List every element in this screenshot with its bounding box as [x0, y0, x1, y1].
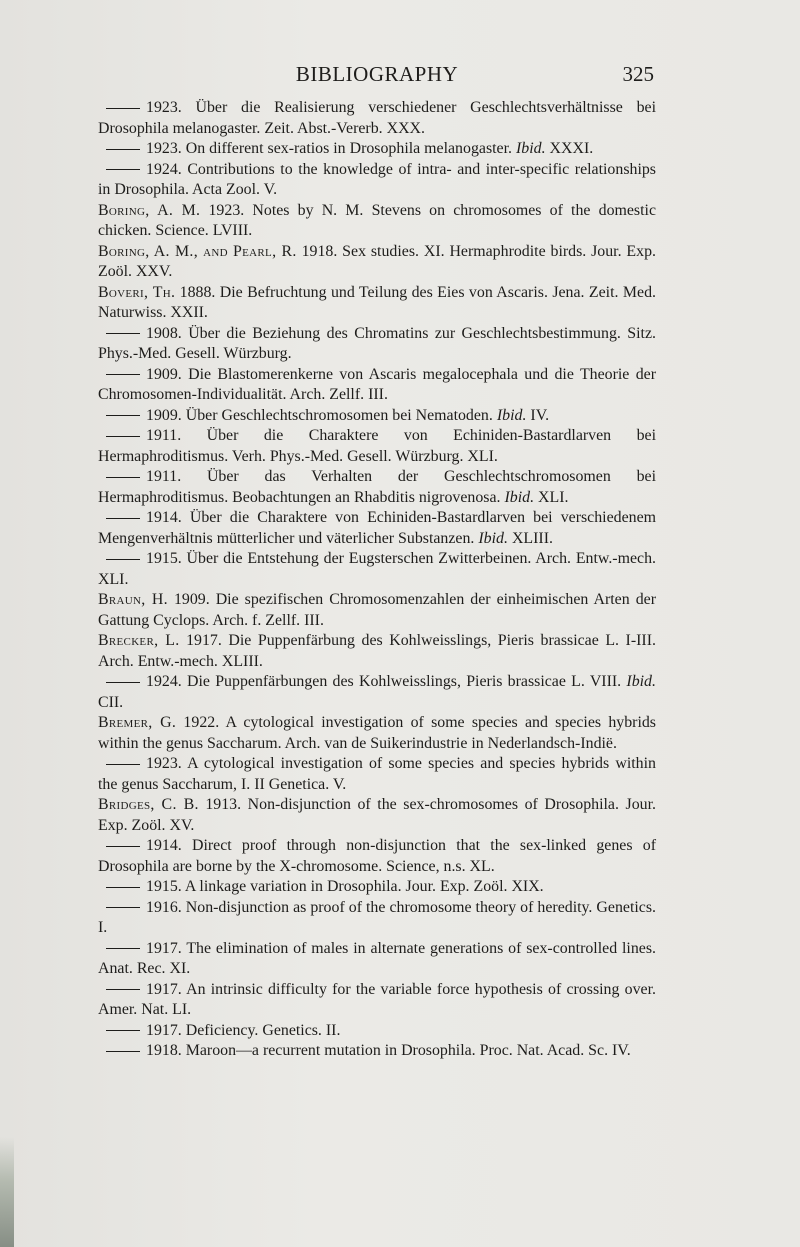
repeat-author-dash: [106, 108, 140, 109]
bibliography-entry: [98, 713, 656, 754]
repeat-author-dash: [106, 559, 140, 560]
entry-text: 1922. A cytological investigation of some species and species hybrids within the genus Saccharum. Arch. van de Suikerindustrie in Nederlandsch-Indië.: [98, 714, 656, 752]
entry-ibid: Ibid.: [504, 488, 535, 506]
bibliography-entry: [98, 590, 656, 631]
entry-text: 1911. Über das Verhalten der Geschlechtschromosomen bei Hermaphroditismus. Beobachtungen an Rhabditis nigrovenosa.: [98, 468, 656, 506]
bibliography-entry: [98, 672, 656, 713]
entry-text: 1916. Non-disjunction as proof of the chromosome theory of heredity. Genetics. I.: [98, 898, 656, 936]
entry-volume: CII.: [98, 693, 124, 711]
repeat-author-dash: [106, 477, 140, 478]
entry-text: 1915. Über die Entstehung der Eugsterschen Zwitterbeinen. Arch. Entw.-mech. XLI.: [98, 550, 656, 588]
entry-volume: XLIII.: [511, 529, 553, 547]
entry-text: 1888. Die Befruchtung und Teilung des Eies von Ascaris. Jena. Zeit. Med. Naturwiss. XXII.: [98, 283, 656, 321]
bibliography-entry: [98, 283, 656, 324]
entry-author: Brecker, L.: [98, 632, 180, 649]
bibliography-entry: [98, 365, 656, 406]
entry-text: 1923. A cytological investigation of some species and species hybrids within the genus Saccharum, I. II Genetica. V.: [98, 755, 656, 793]
bibliography-entry: [98, 201, 656, 242]
repeat-author-dash: [106, 518, 140, 519]
entry-text: 1923. Über die Realisierung verschiedener Geschlechtsverhältnisse bei Drosophila melanogaster. Zeit. Abst.-Vererb. XXX.: [98, 99, 656, 137]
entry-author: Bremer, G.: [98, 714, 177, 731]
entry-text: 1913. Non-disjunction of the sex-chromosomes of Drosophila. Jour. Exp. Zoöl. XV.: [98, 796, 656, 834]
entry-text: 1924. Contributions to the knowledge of intra- and inter-specific relationships in Drosophila. Acta Zool. V.: [98, 160, 656, 198]
running-title: BIBLIOGRAPHY: [295, 62, 459, 86]
entry-text: 1917. An intrinsic difficulty for the variable force hypothesis of crossing over. Amer. Nat. LI.: [98, 980, 656, 1018]
entry-author: Bridges, C. B.: [98, 796, 199, 813]
bibliography-entry: [98, 324, 656, 365]
entry-text: 1923. On different sex-ratios in Drosophila melanogaster.: [146, 140, 512, 157]
repeat-author-dash: [106, 374, 140, 375]
entry-text: 1917. Deficiency. Genetics. II.: [146, 1021, 341, 1039]
entry-ibid: Ibid.: [515, 140, 546, 157]
bibliography-entry: [98, 939, 656, 980]
bibliography-entry: [98, 160, 656, 201]
entry-text: 1909. Die spezifischen Chromosomenzahlen der einheimischen Arten der Gattung Cyclops. Arch. f. Zellf. III.: [98, 591, 656, 629]
entry-volume: XXXI.: [549, 140, 594, 157]
entry-ibid: Ibid.: [496, 406, 527, 424]
bibliography-entry: [98, 406, 656, 427]
entry-volume: XLI.: [538, 488, 569, 506]
bibliography-entry: [98, 898, 656, 939]
repeat-author-dash: [106, 682, 140, 683]
entry-text: 1909. Über Geschlechtschromosomen bei Nematoden.: [146, 406, 493, 424]
repeat-author-dash: [106, 436, 140, 437]
entry-text: 1918. Maroon—a recurrent mutation in Drosophila. Proc. Nat. Acad. Sc. IV.: [146, 1042, 631, 1059]
entry-ibid: Ibid.: [478, 529, 508, 547]
entry-text: 1917. The elimination of males in alternate generations of sex-controlled lines. Anat. Rec. XI.: [98, 939, 656, 977]
bibliography-entry: [98, 98, 656, 139]
repeat-author-dash: [106, 764, 140, 765]
entry-author: Braun, H.: [98, 591, 168, 608]
entry-author: Boring, A. M.: [98, 201, 201, 219]
repeat-author-dash: [106, 846, 140, 847]
entry-text: 1915. A linkage variation in Drosophila. Jour. Exp. Zoöl. XIX.: [146, 878, 544, 895]
bibliography-entry: [98, 980, 656, 1021]
repeat-author-dash: [106, 415, 140, 416]
entry-text: 1917. Die Puppenfärbung des Kohlweisslings, Pieris brassicae L. I-III. Arch. Entw.-mech. XLIII.: [98, 632, 656, 670]
bibliography-entry: [98, 467, 656, 508]
entry-text: 1908. Über die Beziehung des Chromatins zur Geschlechtsbestimmung. Sitz. Phys.-Med. Gesell. Würzburg.: [98, 324, 656, 362]
entry-text: 1923. Notes by N. M. Stevens on chromosomes of the domestic chicken. Science. LVIII.: [98, 201, 657, 239]
entry-author: Boveri, Th.: [98, 283, 176, 301]
entry-text: 1909. Die Blastomerenkerne von Ascaris megalocephala und die Theorie der Chromosomen-Individualität. Arch. Zellf. III.: [98, 365, 656, 403]
entry-text: 1924. Die Puppenfärbungen des Kohlweisslings, Pieris brassicae L. VIII.: [146, 673, 622, 690]
page-edge-shadow: [0, 1137, 14, 1247]
bibliography-entry: [98, 795, 656, 836]
repeat-author-dash: [106, 989, 140, 990]
repeat-author-dash: [106, 1030, 140, 1031]
entry-author: Boring, A. M., and Pearl, R.: [98, 242, 297, 260]
repeat-author-dash: [106, 169, 140, 170]
entry-ibid: Ibid.: [626, 673, 656, 690]
bibliography-entry: [98, 836, 656, 877]
bibliography-list: [98, 98, 656, 1062]
repeat-author-dash: [106, 907, 140, 908]
entry-text: 1918. Sex studies. XI. Hermaphrodite birds. Jour. Exp. Zoöl. XXV.: [98, 242, 656, 280]
bibliography-entry: [98, 426, 656, 467]
entry-text: 1914. Über die Charaktere von Echiniden-Bastardlarven bei verschiedenem Mengenverhältnis mütterlicher und väterlicher Substanzen.: [98, 509, 656, 547]
bibliography-entry: [98, 508, 656, 549]
bibliography-entry: [98, 877, 656, 898]
bibliography-entry: [98, 139, 656, 160]
repeat-author-dash: [106, 887, 140, 888]
repeat-author-dash: [106, 948, 140, 949]
bibliography-entry: [98, 754, 656, 795]
bibliography-entry: [98, 631, 656, 672]
page-header: [98, 62, 656, 88]
entry-volume: IV.: [530, 406, 550, 424]
bibliography-entry: [98, 242, 656, 283]
repeat-author-dash: [106, 149, 140, 150]
entry-text: 1914. Direct proof through non-disjunction that the sex-linked genes of Drosophila are borne by the X-chromosome. Science, n.s. XL.: [98, 837, 656, 875]
entry-text: 1911. Über die Charaktere von Echiniden-Bastardlarven bei Hermaphroditismus. Verh. Phys.-Med. Gesell. Würzburg. XLI.: [98, 427, 656, 465]
bibliography-entry: [98, 549, 656, 590]
repeat-author-dash: [106, 333, 140, 334]
bibliography-entry: [98, 1021, 656, 1042]
page-number: 325: [622, 62, 654, 86]
repeat-author-dash: [106, 1051, 140, 1052]
bibliography-entry: [98, 1041, 656, 1062]
